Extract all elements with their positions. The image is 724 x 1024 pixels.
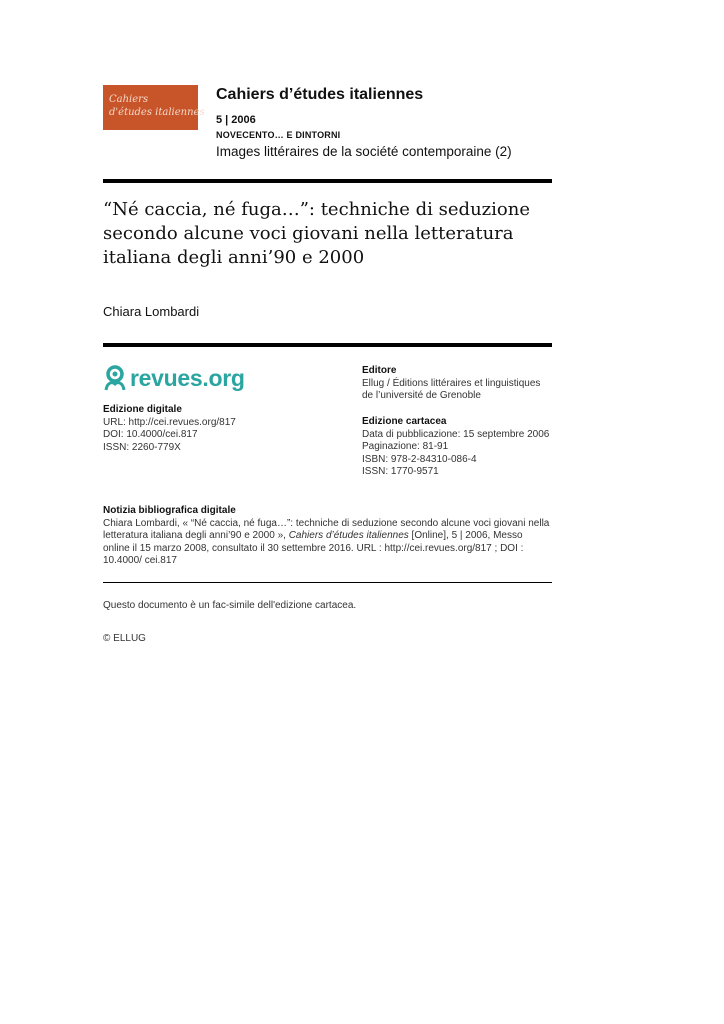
article-author: Chiara Lombardi: [103, 304, 200, 319]
facsimile-note: Questo documento è un fac-simile dell'edizione cartacea.: [103, 600, 357, 611]
print-edition-pages: Paginazione: 81-91: [362, 441, 449, 452]
citation-block: [103, 505, 552, 568]
citation-part-1: Chiara Lombardi, « “Né caccia, né fuga…”: techniche di seduzione secondo alcune voci giovani nella letteratura italiana degli anni’90 e 2000 »,: [103, 517, 550, 541]
digital-edition-block: [103, 404, 236, 454]
middle-divider: [103, 343, 552, 347]
revues-logo[interactable]: [103, 364, 245, 392]
revues-wordmark: revues.org: [130, 364, 245, 391]
publisher-line: de l’université de Grenoble: [362, 390, 481, 401]
publisher-heading: Editore: [362, 365, 397, 376]
print-edition-isbn: ISBN: 978-2-84310-086-4: [362, 453, 477, 465]
citation-part-2: [Online], 5 | 2006, Messo online il 15 marzo 2008, consultato il 30 settembre 2016. URL : http://cei.revues.org/817 ; DOI : 10.4000/ cei.817: [103, 530, 524, 566]
revues-person-icon: [103, 365, 127, 391]
digital-edition-issn: ISSN: 2260-779X: [103, 441, 181, 453]
print-edition-heading: Edizione cartacea: [362, 416, 447, 427]
issue-number: 5 | 2006: [216, 114, 256, 126]
journal-logo: [103, 85, 205, 130]
logo-line-1: Cahiers: [109, 94, 149, 105]
citation-text: [103, 518, 552, 568]
digital-edition-url[interactable]: URL: http://cei.revues.org/817: [103, 416, 236, 428]
bottom-divider: [103, 582, 552, 583]
print-edition-date: Data di pubblicazione: 15 septembre 2006: [362, 428, 550, 440]
article-title-line: italiana degli anni’90 e 2000: [103, 247, 365, 268]
copyright-note: © ELLUG: [103, 633, 146, 644]
article-title-line: “Né caccia, né fuga…”: techniche di seduzione: [103, 199, 530, 220]
citation-journal: Cahiers d’études italiennes: [288, 530, 409, 541]
citation-heading: Notizia bibliografica digitale: [103, 505, 236, 516]
top-divider: [103, 179, 552, 183]
publisher-line: Ellug / Éditions littéraires et linguistiques: [362, 377, 541, 389]
article-title: [103, 198, 552, 270]
print-edition-block: [362, 416, 549, 479]
digital-edition-doi[interactable]: DOI: 10.4000/cei.817: [103, 429, 198, 440]
logo-line-2: d'études italiennes: [109, 107, 205, 118]
series-title: NOVECENTO… E DINTORNI: [216, 130, 341, 140]
publisher-block: [362, 365, 540, 403]
print-edition-issn: ISSN: 1770-9571: [362, 466, 439, 477]
digital-edition-heading: Edizione digitale: [103, 404, 182, 415]
article-title-line: secondo alcune voci giovani nella letteratura: [103, 223, 514, 244]
journal-title: Cahiers d’études italiennes: [216, 86, 424, 103]
issue-subtitle: Images littéraires de la société contemporaine (2): [216, 144, 512, 159]
